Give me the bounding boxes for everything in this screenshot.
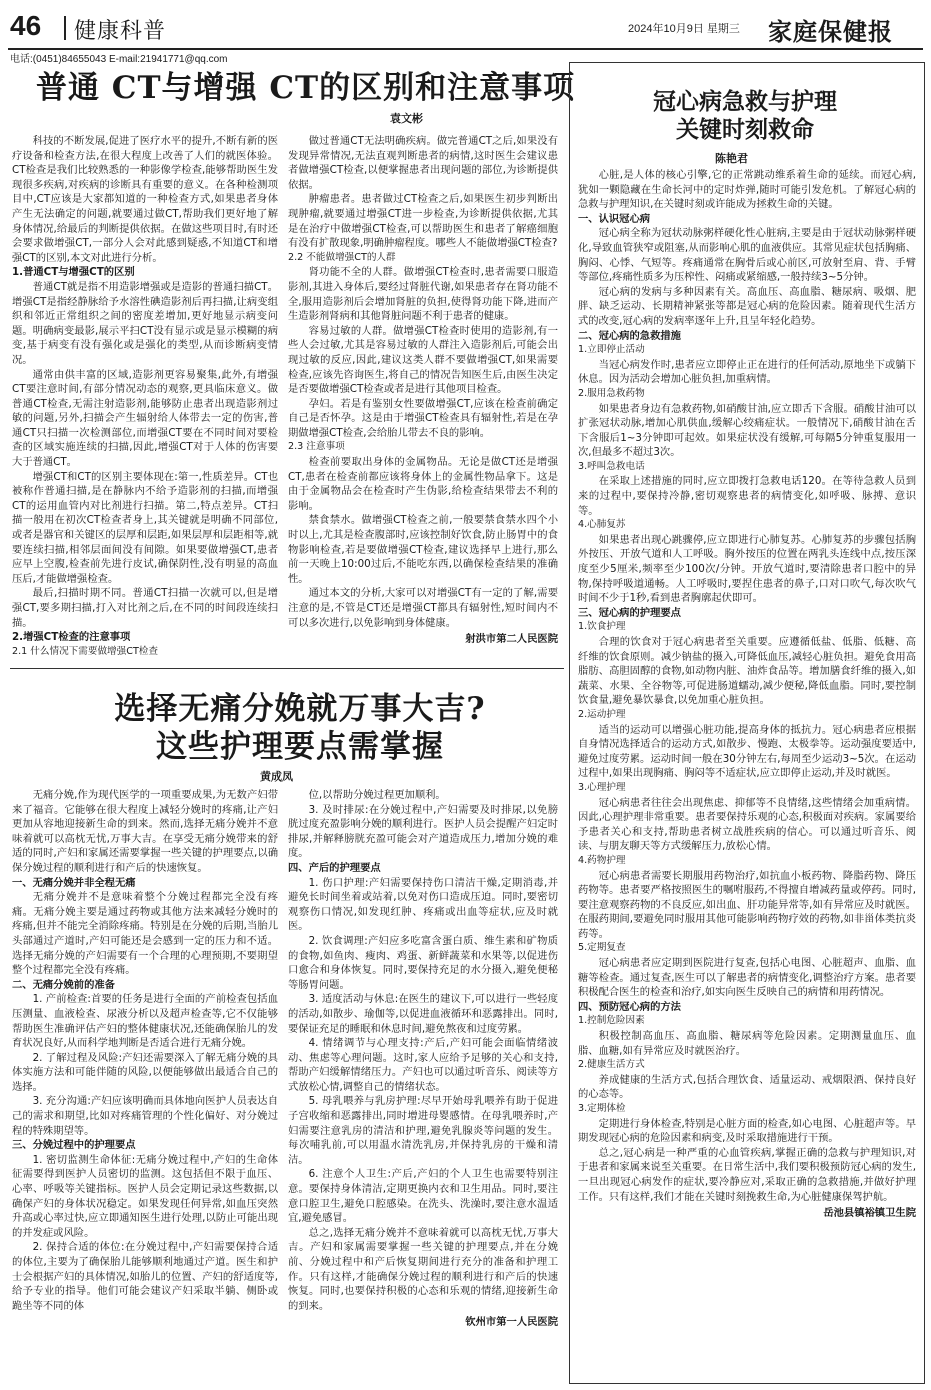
paragraph: 检查前要取出身体的金属物品。无论是做CT还是增强CT,患者在检查前都应该将身体上的金属性物品拿下。这是由于金属物品会在检查时产生伪影,给检查结果带去不利的影响。 xyxy=(288,456,558,512)
section-heading: 三、分娩过程中的护理要点 xyxy=(12,1139,136,1152)
section-heading: 四、预防冠心病的方法 xyxy=(578,1000,681,1013)
affiliation: 射洪市第二人民医院 xyxy=(465,633,558,646)
article1-author: 袁文彬 xyxy=(390,112,423,125)
paragraph: 无痛分娩,作为现代医学的一项重要成果,为无数产妇带来了福音。它能够在很大程度上减轻分娩时的疼痛,让产妇更加从容地迎接新生命的到来。然而,选择无痛分娩并不意味着就可以高枕无忧,万事大吉。在享受无痛分娩带来的舒适的同时,产妇和家属还需要掌握一些关键的护理要点,以确保分娩过程的顺利进行和产后的快速恢复。 xyxy=(12,789,278,874)
subheading: 4.心肺复苏 xyxy=(578,519,626,531)
paragraph: 合理的饮食对于冠心病患者至关重要。应遵循低盐、低脂、低糖、高纤维的饮食原则。减少钠盐的摄入,可降低血压,减轻心脏负担。避免食用高脂肪、高胆固醇的食物,如动物内脏、油炸食品等。增加膳食纤维的摄入,如蔬菜、水果、全谷物等,可促进肠道蠕动,减少便秘,降低血脂。同时,要控制饮食量,避免暴饮暴食,以免加重心脏负担。 xyxy=(578,636,916,707)
section-heading: 二、无痛分娩前的准备 xyxy=(12,978,115,991)
paragraph: 禁食禁水。做增强CT检查之前,一般要禁食禁水四个小时以上,尤其是检查腹部时,应该控制好饮食,防止肠胃中的食物影响检查,若是要做增强CT检查,建议选择早上进行,那么前一天晚上10:00过后,不能吃东西,以确保检查结果的准确性。 xyxy=(288,514,558,585)
paragraph: 通常由供丰富的区域,造影剂更容易聚集,此外,有增强CT要注意时间,有部分情况动态的观察,更具临床意义。做普通CT检查,无需注射造影剂,能够防止患者出现造影剂过敏的问题,另外,扫描会产生辐射给人体带去一定的伤害,普通CT只扫描一次检测部位,而增强CT要在不同时间对要检查的区域实施连续的扫描,因此,增强CT对于人体的伤害要大于普通CT。 xyxy=(12,368,278,469)
article3-title-line-2: 关键时刻救命 xyxy=(676,116,814,143)
paragraph: 容易过敏的人群。做增强CT检查时使用的造影剂,有一些人会过敏,尤其是容易过敏的人群注入造影剂后,可能会出现过敏的反应,因此,建议这类人群不要做增强CT,如果需要检查,应该先咨询医生,将自己的情况告知医生后,由医生决定是否要做增强CT检查或者是进行其他项目检查。 xyxy=(288,324,558,396)
paragraph: 1. 密切监测生命体征:无痛分娩过程中,产妇的生命体征需要得到医护人员密切的监测。这包括但不限于血压、心率、呼吸等关键指标。医护人员会定期记录这些数据,以确保产妇的身体状况稳定。如果发现任何异常,如血压突然升高或心率过快,应立即通知医生进行处理,以防止可能出现的并发症或风险。 xyxy=(12,1153,278,1239)
subheading: 5.定期复查 xyxy=(578,942,626,954)
paragraph: 肿瘤患者。患者做过CT检查之后,如果医生初步判断出现肿瘤,就要通过增强CT进一步检查,为诊断提供依据,尤其是在治疗中做增强CT检查,可以帮助医生和患者了解癌细胞有没有扩散现象,明确肿瘤程度。哪些人不能做增强CT检查? xyxy=(288,193,558,250)
article2-author: 黄成凤 xyxy=(260,770,293,783)
paragraph: 3. 适度活动与休息:在医生的建议下,可以进行一些轻度的活动,如散步、瑜伽等,以促进血液循环和恶露排出。同时,要保证充足的睡眠和休息时间,避免熬夜和过度劳累。 xyxy=(288,993,558,1035)
paragraph: 6. 注意个人卫生:产后,产妇的个人卫生也需要特别注意。要保持身体清洁,定期更换内衣和卫生用品。同时,要注意口腔卫生,避免口腔感染。在洗头、洗澡时,要注意水温适宜,避免感冒。 xyxy=(288,1168,558,1225)
paragraph: 冠心病全称为冠状动脉粥样硬化性心脏病,主要是由于冠状动脉粥样硬化,导致血管狭窄或阻塞,从而影响心肌的血液供应。其常见症状包括胸痛、胸闷、心悸、气短等。疼痛通常在胸骨后或心前区,可放射至肩、背、手臂等部位,疼痛性质多为压榨性、闷痛或紧缩感,一般持续3~5分钟。 xyxy=(578,227,916,284)
paragraph: 1. 产前检查:首要的任务是进行全面的产前检查包括血压测量、血液检查、尿液分析以及超声检查等,它不仅能够帮助医生准确评估产妇的整体健康状况,还能确保胎儿的发育状况良好,从而科学地判断是否适合进行无痛分娩。 xyxy=(12,993,278,1050)
article1-title: 普通 CT与增强 CT的区别和注意事项 xyxy=(36,70,576,106)
paragraph: 冠心病患者需要长期服用药物治疗,如抗血小板药物、降脂药物、降压药物等。患者要严格按照医生的嘱咐服药,不得擅自增减药量或停药。同时,要注意观察药物的不良反应,如出血、肝功能异常等,如有异常应及时就医。在服药期间,要避免同时服用其他可能影响药物疗效的药物,如非甾体类抗炎药等。 xyxy=(578,869,916,940)
paragraph: 2. 了解过程及风险:产妇还需要深入了解无痛分娩的具体实施方法和可能伴随的风险,以便能够做出最适合自己的选择。 xyxy=(12,1051,278,1093)
article1-column-1 xyxy=(12,134,278,658)
section-heading: 二、冠心病的急救措施 xyxy=(578,329,681,342)
paragraph: 位,以帮助分娩过程更加顺利。 xyxy=(308,789,446,801)
paragraph: 做过普通CT无法明确疾病。做完普通CT之后,如果没有发现异常情况,无法直观判断患者的病情,这时医生会建议患者做增强CT检查,以便掌握患者出现问题的部位,为诊断提供依据。 xyxy=(288,135,558,191)
paragraph: 4. 情绪调节与心理支持:产后,产妇可能会面临情绪波动、焦虑等心理问题。这时,家人应给予足够的关心和支持,帮助产妇缓解情绪压力。产妇也可以通过听音乐、阅读等方式放松心情,调整自己的情绪状态。 xyxy=(288,1037,558,1093)
paragraph: 最后,扫描时期不同。普通CT扫描一次就可以,但是增强CT,要多期扫描,打入对比剂之后,在不同的时间段连续扫描。 xyxy=(12,587,278,629)
paragraph: 3. 充分沟通:产妇应该明确而具体地向医护人员表达自己的需求和期望,比如对疼痛管理的个性化偏好、对分娩过程的特殊期望等。 xyxy=(12,1095,278,1137)
subheading: 3.定期体检 xyxy=(578,1103,626,1114)
paragraph: 普通CT就是指不用造影增强或是造影的普通扫描CT。增强CT是指经静脉给予水溶性碘造影剂后再扫描,让病变组织和邻近正常组织之间的密度差增加,更好地显示病变问题。明确病变最影,展示平扫CT没有显示或是显示模糊的病变,基于病变有没有强化或是强化的类型,从而诊断病变情况。 xyxy=(12,280,278,366)
paragraph: 2. 饮食调理:产妇应多吃富含蛋白质、维生素和矿物质的食物,如鱼肉、瘦肉、鸡蛋、新鲜蔬菜和水果等,以促进伤口愈合和身体恢复。同时,要保持充足的水分摄入,避免便秘等肠胃问题。 xyxy=(288,934,558,991)
paragraph: 肾功能不全的人群。做增强CT检查时,患者需要口服造影剂,其进入身体后,要经过肾脏代谢,如果患者存在肾功能不全,服用造影剂后会增加肾脏的负担,使得肾功能下降,进而产生造影剂肾病和其他肾脏问题不利于患者的健康。 xyxy=(288,266,558,323)
paragraph: 在采取上述措施的同时,应立即拨打急救电话120。在等待急救人员到来的过程中,要保持冷静,密切观察患者的病情变化,如呼吸、脉搏、意识等。 xyxy=(578,475,916,517)
section-name: 健康科普 xyxy=(74,19,167,44)
publication-name: 家庭保健报 xyxy=(768,17,893,46)
subheading: 2.运动护理 xyxy=(578,708,626,720)
paragraph: 3. 及时排尿:在分娩过程中,产妇需要及时排尿,以免膀胱过度充盈影响分娩的顺利进行。医护人员会提醒产妇定时排尿,并解释膀胱充盈可能会对产道造成压力,增加分娩的难度。 xyxy=(288,803,558,860)
paragraph: 5. 母乳喂养与乳房护理:尽早开始母乳喂养有助于促进子宫收缩和恶露排出,同时增进母婴感情。在母乳喂养时,产妇需要注意乳房的清洁和护理,避免乳腺炎等问题的发生。每次哺乳前,可以用温水清洗乳房,并保持乳房的干燥和清洁。 xyxy=(288,1095,558,1166)
paragraph: 总之,冠心病是一种严重的心血管疾病,掌握正确的急救与护理知识,对于患者和家属来说至关重要。在日常生活中,我们要积极预防冠心病的发生,一旦出现冠心病发作的症状,要冷静应对,采取正确的急救措施,并做好护理工作。只有这样,我们才能在关键时刻挽救生命,为心脏健康保驾护航。 xyxy=(578,1146,916,1203)
section-heading: 三、冠心病的护理要点 xyxy=(578,606,681,619)
paragraph: 1. 伤口护理:产妇需要保持伤口清洁干燥,定期消毒,并避免长时间坐着或站着,以免对伤口造成压迫。同时,要密切观察伤口情况,如发现红肿、疼痛或出血等症状,应及时就医。 xyxy=(288,876,558,933)
affiliation: 钦州市第一人民医院 xyxy=(465,1316,558,1329)
affiliation: 岳池县镇裕镇卫生院 xyxy=(823,1207,916,1220)
article3-column xyxy=(578,168,916,1378)
section-heading: 一、认识冠心病 xyxy=(578,212,651,225)
paragraph: 总之,选择无痛分娩并不意味着就可以高枕无忧,万事大吉。产妇和家属需要掌握一些关键的护理要点,并在分娩前、分娩过程中和产后恢复期间进行充分的准备和护理工作。只有这样,才能确保分娩过程的顺利进行和产后的快速恢复。同时,也要保持积极的心态和乐观的情绪,迎接新生命的到来。 xyxy=(288,1226,558,1312)
article2-title-line-2: 这些护理要点需掌握 xyxy=(156,729,444,765)
subheading: 3.心理护理 xyxy=(578,781,626,793)
paragraph: 如果患者身边有急救药物,如硝酸甘油,应立即舌下含服。硝酸甘油可以扩张冠状动脉,增加心肌供血,缓解心绞痛症状。一般情况下,硝酸甘油在舌下含服后1~3分钟即可起效。如果症状没有缓解,可每隔5分钟重复服用一次,但最多不超过3次。 xyxy=(578,402,916,459)
article2-column-2 xyxy=(288,788,558,1378)
article2-title xyxy=(40,690,560,766)
paragraph: 当冠心病发作时,患者应立即停止正在进行的任何活动,原地坐下或躺下休息。因为活动会增加心脏负担,加重病情。 xyxy=(578,358,916,386)
subheading: 1.控制危险因素 xyxy=(578,1015,645,1027)
article-separator xyxy=(10,668,564,669)
paragraph: 心脏,是人体的核心引擎,它的正常跳动维系着生命的延续。而冠心病,犹如一颗隐藏在生命长河中的定时炸弹,随时可能引发危机。了解冠心病的急救与护理知识,在关键时刻或许能成为拯救生命的关键。 xyxy=(578,169,916,211)
paragraph: 科技的不断发展,促进了医疗水平的提升,不断有新的医疗设备和检查方法,在很大程度上改善了人们的就医体验。CT检查是我们比较熟悉的一种影像学检查,能够帮助医生发现很多疾病,对疾病的诊断具有重要的意义。在各种检测项目中,CT应该是大家都知道的一种检查方式,如果患者身体产生无法确定的问题,就要通过做CT,帮助我们更好地了解身体情况,给最后的判断提供依据。在做这些项目时,有时还会要求做增强CT,一部分人会对此感到疑惑,不知道CT和增强CT的区别,本文对此进行分析。 xyxy=(12,135,278,264)
paragraph: 增强CT和CT的区别主要体现在:第一,性质差异。CT也被称作普通扫描,是在静脉内不给予造影剂的扫描,而增强CT的运用血管内对比剂进行扫描。第二,特点差异。CT扫描一般用在初次CT检查者身上,其关键就是明确不同部位,或者是器官和关键区的层厚和层距,如果层厚和层距相等,就要连续扫描,相邻层面间没有间隙。如果要做增强CT,患者应早上空腹,检查前先进行皮试,确保阴性,没有明显的高血压后,才能做增强检查。 xyxy=(12,470,278,585)
contact-line: 电话:(0451)84655043 E-mail:21941771@qq.com xyxy=(10,54,228,65)
article3-author: 陈艳君 xyxy=(715,152,748,165)
paragraph: 定期进行身体检查,特别是心脏方面的检查,如心电图、心脏超声等。早期发现冠心病的危险因素和病变,及时采取措施进行干预。 xyxy=(578,1117,916,1145)
article3-title-line-1: 冠心病急救与护理 xyxy=(653,88,837,115)
paragraph: 孕妇。若是有鉴别女性要做增强CT,应该在检查前确定自己是否怀孕。这是由于增强CT检查具有辐射性,若是在孕期做增强CT检查,会给胎儿带去不良的影响。 xyxy=(288,397,558,439)
article1-column-2 xyxy=(288,134,558,658)
paragraph: 2. 保持合适的体位:在分娩过程中,产妇需要保持合适的体位,主要为了确保胎儿能够顺利地通过产道。医生和护士会根据产妇的具体情况,如胎儿的位置、产妇的舒适度等,给予专业的指导。他们可能会建议产妇采取半躺、侧卧或跪坐等不同的体 xyxy=(12,1241,278,1312)
section-heading: 一、无痛分娩并非全程无痛 xyxy=(12,876,136,889)
paragraph: 养成健康的生活方式,包括合理饮食、适量运动、戒烟限酒、保持良好的心态等。 xyxy=(578,1073,916,1101)
paragraph: 积极控制高血压、高血脂、糖尿病等危险因素。定期测量血压、血脂、血糖,如有异常应及时就医治疗。 xyxy=(578,1030,916,1057)
subheading: 4.药物护理 xyxy=(578,854,626,866)
subheading: 2.1 什么情况下需要做增强CT检查 xyxy=(12,645,158,657)
paragraph: 通过本文的分析,大家可以对增强CT有一定的了解,需要注意的是,不管是CT还是增强CT都具有辐射性,短时间内不可以多次进行,以免影响到身体健康。 xyxy=(288,587,558,629)
article2-column-1 xyxy=(12,788,278,1378)
subheading: 2.服用急救药物 xyxy=(578,387,645,399)
article3-title xyxy=(580,88,910,144)
paragraph: 适当的运动可以增强心脏功能,提高身体的抵抗力。冠心病患者应根据自身情况选择适合的运动方式,如散步、慢跑、太极拳等。运动强度要适中,避免过度劳累。运动时间一般在30分钟左右,每周至少运动3~5次。在运动过程中,如果出现胸痛、胸闷等不适症状,应立即停止运动,并及时就医。 xyxy=(578,723,916,780)
subheading: 1.饮食护理 xyxy=(578,621,626,633)
subheading: 2.健康生活方式 xyxy=(578,1059,645,1071)
subheading: 2.2 不能做增强CT的人群 xyxy=(288,251,396,263)
section-heading: 1.普通CT与增强CT的区别 xyxy=(12,266,135,279)
issue-date: 2024年10月9日 星期三 xyxy=(628,23,740,35)
paragraph: 冠心病的发病与多种因素有关。高血压、高血脂、糖尿病、吸烟、肥胖、缺乏运动、长期精神紧张等都是冠心病的危险因素。随着现代生活方式的改变,冠心病的发病率逐年上升,且呈年轻化趋势。 xyxy=(578,285,916,327)
header-divider xyxy=(64,16,66,40)
paragraph: 如果患者出现心跳骤停,应立即进行心肺复苏。心肺复苏的步骤包括胸外按压、开放气道和人工呼吸。胸外按压的位置在两乳头连线中点,按压深度至少5厘米,频率至少100次/分钟。开放气道时,要清除患者口腔中的异物,保持呼吸道通畅。人工呼吸时,要捏住患者的鼻子,口对口吹气,每次吹气时间不少于1秒,看到患者胸廓起伏即可。 xyxy=(578,533,916,605)
subheading: 2.3 注意事项 xyxy=(288,441,345,453)
page-number: 46 xyxy=(10,10,42,41)
page-header xyxy=(8,8,923,50)
article2-title-line-1: 选择无痛分娩就万事大吉? xyxy=(114,691,486,727)
subheading: 1.立即停止活动 xyxy=(578,344,645,356)
paragraph: 冠心病患者应定期到医院进行复查,包括心电图、心脏超声、血脂、血糖等检查。通过复查,医生可以了解患者的病情变化,调整治疗方案。患者要积极配合医生的检查和治疗,如实向医生反映自己的病情和用药情况。 xyxy=(578,957,916,999)
subheading: 3.呼叫急救电话 xyxy=(578,460,645,472)
section-heading: 2.增强CT检查的注意事项 xyxy=(12,631,131,644)
paragraph: 无痛分娩并不是意味着整个分娩过程都完全没有疼痛。无痛分娩主要是通过药物或其他方法来减轻分娩时的疼痛,但并不能完全消除疼痛。特别是在分娩的后期,当胎儿头部通过产道时,产妇可能还是会感到一定的压力和不适。选择无痛分娩的产妇需要有一个合理的心理预期,不要期望整个过程都完全没有疼痛。 xyxy=(12,891,278,977)
section-heading: 四、产后的护理要点 xyxy=(288,861,381,874)
paragraph: 冠心病患者往往会出现焦虑、抑郁等不良情绪,这些情绪会加重病情。因此,心理护理非常重要。患者要保持乐观的心态,积极面对疾病。家属要给予患者关心和支持,帮助患者树立战胜疾病的信心。可以通过听音乐、阅读、与朋友聊天等方式缓解压力,放松心情。 xyxy=(578,796,916,853)
